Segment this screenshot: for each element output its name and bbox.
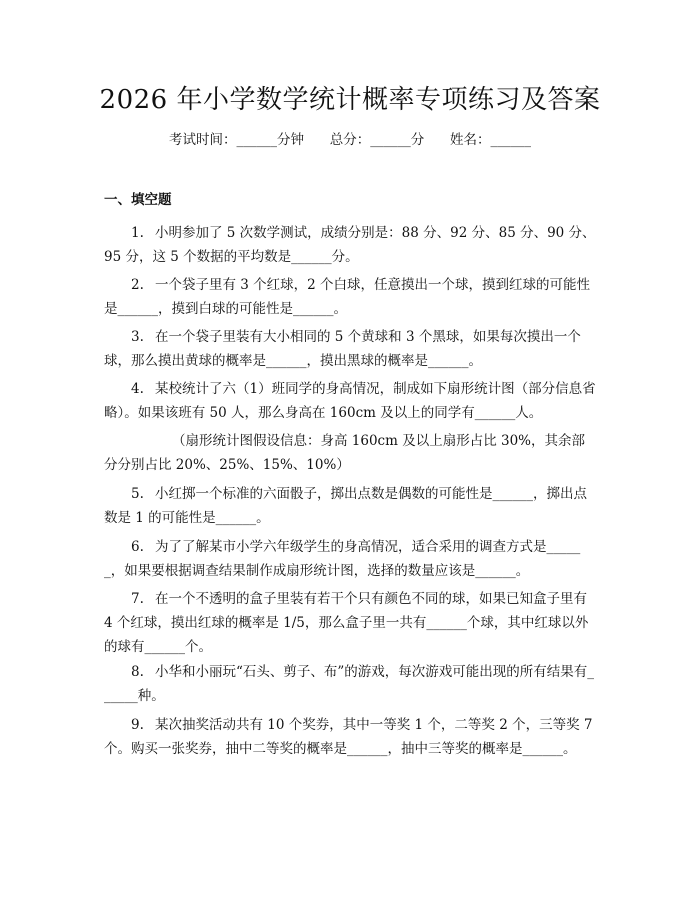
- question-number: 9.: [131, 717, 144, 733]
- question-number: 8.: [131, 664, 144, 680]
- question-text: 小华和小丽玩“石头、剪子、布”的游戏，每次游戏可能出现的所有结果有______种。: [104, 664, 595, 704]
- question-number: 2.: [131, 277, 144, 293]
- question-9: [104, 713, 598, 761]
- question-text: 在一个袋子里装有大小相同的 5 个黄球和 3 个黑球，如果每次摸出一个球，那么摸出黄球的概率是______，摸出黑球的概率是______。: [104, 329, 581, 369]
- question-text: 小红掷一个标准的六面骰子，掷出点数是偶数的可能性是______，掷出点数是 1 的可能性是______。: [104, 486, 587, 526]
- question-4-chart-note: （扇形统计图假设信息：身高 160cm 及以上扇形占比 30%，其余部分分别占比 20%、25%、15%、10%）: [104, 433, 586, 473]
- question-number: 6.: [131, 539, 144, 555]
- question-8: [104, 660, 598, 708]
- question-number: 1.: [131, 225, 144, 241]
- question-6: [104, 535, 598, 583]
- question-text: 某校统计了六（1）班同学的身高情况，制成如下扇形统计图（部分信息省略）。如果该班有 50 人，那么身高在 160cm 及以上的同学有______人。: [104, 381, 596, 421]
- question-2: [104, 273, 598, 321]
- section-heading-fill-blank: 一、填空题: [104, 192, 172, 208]
- question-1: [104, 221, 598, 269]
- document-title: 2026 年小学数学统计概率专项练习及答案: [99, 85, 601, 115]
- question-number: 3.: [131, 329, 144, 345]
- question-number: 4.: [131, 381, 144, 397]
- question-number: 5.: [131, 486, 144, 502]
- question-3: [104, 325, 598, 373]
- question-text: 为了了解某市小学六年级学生的身高情况，适合采用的调查方式是______，如果要根据调查结果制作成扇形统计图，选择的数量应该是______。: [104, 539, 581, 579]
- question-text: 在一个不透明的盒子里装有若干个只有颜色不同的球，如果已知盒子里有 4 个红球，摸出红球的概率是 1/5，那么盒子里一共有______个球，其中红球以外的球有______个。: [104, 591, 589, 655]
- question-4: [104, 377, 598, 425]
- exam-info-line: 考试时间：______分钟 总分：______分 姓名：______: [169, 132, 531, 148]
- question-text: 某次抽奖活动共有 10 个奖券，其中一等奖 1 个，二等奖 2 个，三等奖 7 个。购买一张奖券，抽中二等奖的概率是______，抽中三等奖的概率是______。: [104, 717, 593, 757]
- question-number: 7.: [131, 591, 144, 607]
- question-text: 一个袋子里有 3 个红球，2 个白球，任意摸出一个球，摸到红球的可能性是______，摸到白球的可能性是______。: [104, 277, 591, 317]
- question-text: 小明参加了 5 次数学测试，成绩分别是：88 分、92 分、85 分、90 分、95 分，这 5 个数据的平均数是______分。: [104, 225, 596, 265]
- question-7: [104, 587, 598, 659]
- question-5: [104, 482, 598, 530]
